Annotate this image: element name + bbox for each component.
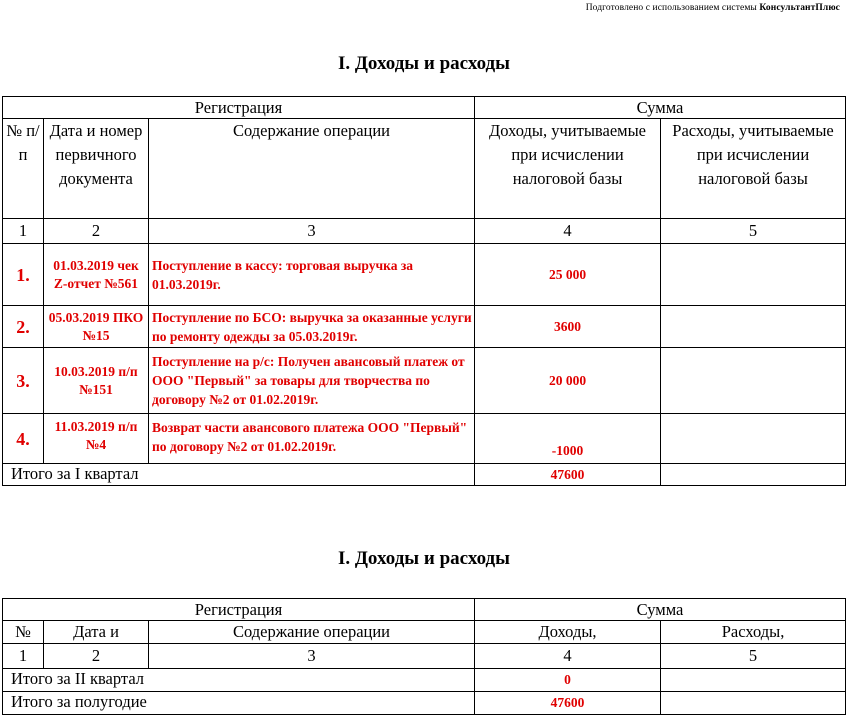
table-row — [3, 306, 846, 348]
col-number: 4 — [475, 219, 661, 244]
row-content: Возврат части авансового платежа ООО "Первый" по договору №2 от 01.02.2019г. — [149, 414, 475, 464]
col-number: 3 — [149, 219, 475, 244]
col-expense-header: Расходы, учитываемые при исчислении налоговой базы — [661, 119, 846, 219]
total-income: 0 — [475, 669, 661, 692]
col-number: 2 — [44, 644, 149, 669]
section-2-title: I. Доходы и расходы — [337, 548, 511, 569]
column-number-row — [3, 644, 846, 669]
registration-header: Регистрация — [3, 97, 475, 119]
col-num-header: № п/п — [3, 119, 44, 219]
source-note-brand: КонсультантПлюс — [759, 3, 840, 13]
row-expense — [661, 348, 846, 414]
sum-header: Сумма — [475, 97, 846, 119]
section-1-title: I. Доходы и расходы — [337, 53, 511, 74]
col-content-header: Содержание операции — [149, 621, 475, 644]
total-row — [3, 464, 846, 486]
col-number: 5 — [661, 219, 846, 244]
row-expense — [661, 306, 846, 348]
column-header-row — [3, 119, 846, 219]
sum-header: Сумма — [475, 599, 846, 621]
total-expense — [661, 669, 846, 692]
row-number: 4. — [3, 414, 44, 464]
total-expense — [661, 692, 846, 715]
total-label: Итого за полугодие — [3, 692, 475, 715]
ledger-table-q1 — [2, 96, 846, 486]
group-header-row — [3, 599, 846, 621]
row-date: 01.03.2019 чек Z-отчет №561 — [44, 244, 149, 306]
row-expense — [661, 244, 846, 306]
total-label: Итого за I квартал — [3, 464, 475, 486]
col-number: 5 — [661, 644, 846, 669]
row-content: Поступление в кассу: торговая выручка за 01.03.2019г. — [149, 244, 475, 306]
row-number: 2. — [3, 306, 44, 348]
row-number: 3. — [3, 348, 44, 414]
row-number: 1. — [3, 244, 44, 306]
col-expense-header: Расходы, — [661, 621, 846, 644]
source-note-prefix: Подготовлено с использованием системы — [585, 3, 760, 13]
ledger-table-q2 — [2, 598, 846, 715]
col-num-header: № — [3, 621, 44, 644]
total-income: 47600 — [475, 692, 661, 715]
col-income-header: Доходы, — [475, 621, 661, 644]
row-date: 10.03.2019 п/п №151 — [44, 348, 149, 414]
row-expense — [661, 414, 846, 464]
row-income: -1000 — [475, 414, 661, 464]
total-expense — [661, 464, 846, 486]
row-date: 05.03.2019 ПКО №15 — [44, 306, 149, 348]
row-date: 11.03.2019 п/п №4 — [44, 414, 149, 464]
col-number: 1 — [3, 219, 44, 244]
col-number: 2 — [44, 219, 149, 244]
total-row — [3, 692, 846, 715]
col-date-header: Дата и — [44, 621, 149, 644]
col-income-header: Доходы, учитываемые при исчислении налоговой базы — [475, 119, 661, 219]
col-number: 4 — [475, 644, 661, 669]
col-number: 1 — [3, 644, 44, 669]
source-note — [586, 3, 840, 13]
row-income: 25 000 — [475, 244, 661, 306]
row-income: 20 000 — [475, 348, 661, 414]
total-row — [3, 669, 846, 692]
row-content: Поступление по БСО: выручка за оказанные услуги по ремонту одежды за 05.03.2019г. — [149, 306, 475, 348]
table-row — [3, 414, 846, 464]
column-number-row — [3, 219, 846, 244]
registration-header: Регистрация — [3, 599, 475, 621]
total-label: Итого за II квартал — [3, 669, 475, 692]
row-content: Поступление на р/с: Получен авансовый платеж от ООО "Первый" за товары для творчества по договору №2 от 01.02.2019г. — [149, 348, 475, 414]
table-row — [3, 348, 846, 414]
col-content-header: Содержание операции — [149, 119, 475, 219]
group-header-row — [3, 97, 846, 119]
total-income: 47600 — [475, 464, 661, 486]
col-number: 3 — [149, 644, 475, 669]
column-header-row — [3, 621, 846, 644]
col-date-header: Дата и номер первичного документа — [44, 119, 149, 219]
row-income: 3600 — [475, 306, 661, 348]
table-row — [3, 244, 846, 306]
